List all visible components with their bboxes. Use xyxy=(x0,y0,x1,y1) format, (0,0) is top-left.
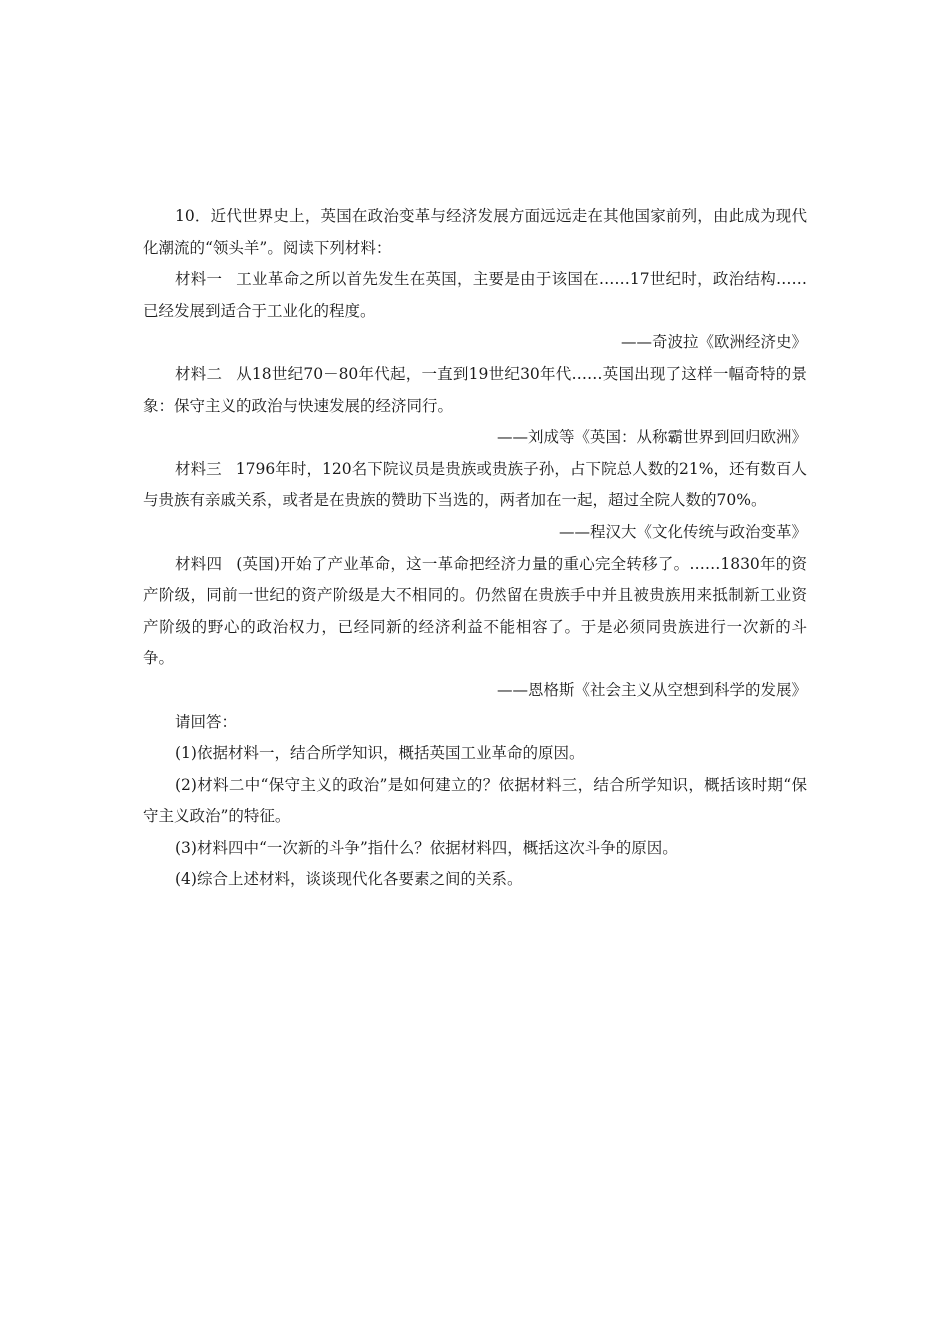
question-block xyxy=(143,201,807,896)
material-source: ——恩格斯《社会主义从空想到科学的发展》 xyxy=(496,680,807,699)
material-label: 材料一 xyxy=(175,270,223,289)
material-2 xyxy=(143,359,807,454)
question-intro: 10．近代世界史上，英国在政治变革与经济发展方面远远走在其他国家前列，由此成为现代化潮流的“领头羊”。阅读下列材料： xyxy=(143,207,807,257)
material-source: ——程汉大《文化传统与政治变革》 xyxy=(558,522,807,541)
answer-prompt: 请回答： xyxy=(175,712,238,731)
material-text: (英国)开始了产业革命，这一革命把经济力量的重心完全转移了。……1830年的资产阶级，同前一世纪的资产阶级是大不相同的。仍然留在贵族手中并且被贵族用来抵制新工业资产阶级的野心的政治权力，已经同新的经济利益不能相容了。于是必须同贵族进行一次新的斗争。 xyxy=(143,554,807,668)
sub-question-4: (4)综合上述材料，谈谈现代化各要素之间的关系。 xyxy=(175,870,523,889)
material-1 xyxy=(143,264,807,359)
material-3 xyxy=(143,454,807,549)
material-label: 材料四 xyxy=(175,554,223,573)
material-label: 材料三 xyxy=(175,459,222,478)
sub-question-3: (3)材料四中“一次新的斗争”指什么？依据材料四，概括这次斗争的原因。 xyxy=(175,838,678,857)
sub-question-2: (2)材料二中“保守主义的政治”是如何建立的？依据材料三，结合所学知识，概括该时期“保守主义政治”的特征。 xyxy=(143,775,807,826)
material-text: 工业革命之所以首先发生在英国，主要是由于该国在……17世纪时，政治结构……已经发展到适合于工业化的程度。 xyxy=(143,270,807,320)
sub-question-1: (1)依据材料一，结合所学知识，概括英国工业革命的原因。 xyxy=(175,744,585,763)
material-4 xyxy=(143,549,807,707)
material-text: 从18世纪70－80年代起，一直到19世纪30年代……英国出现了这样一幅奇特的景象：保守主义的政治与快速发展的经济同行。 xyxy=(143,364,807,415)
material-source: ——刘成等《英国：从称霸世界到回归欧洲》 xyxy=(496,428,807,447)
material-text: 1796年时，120名下院议员是贵族或贵族子孙，占下院总人数的21%，还有数百人与贵族有亲戚关系，或者是在贵族的赞助下当选的，两者加在一起，超过全院人数的70%。 xyxy=(143,459,807,510)
material-label: 材料二 xyxy=(175,364,223,383)
material-source: ——奇波拉《欧洲经济史》 xyxy=(620,333,807,352)
